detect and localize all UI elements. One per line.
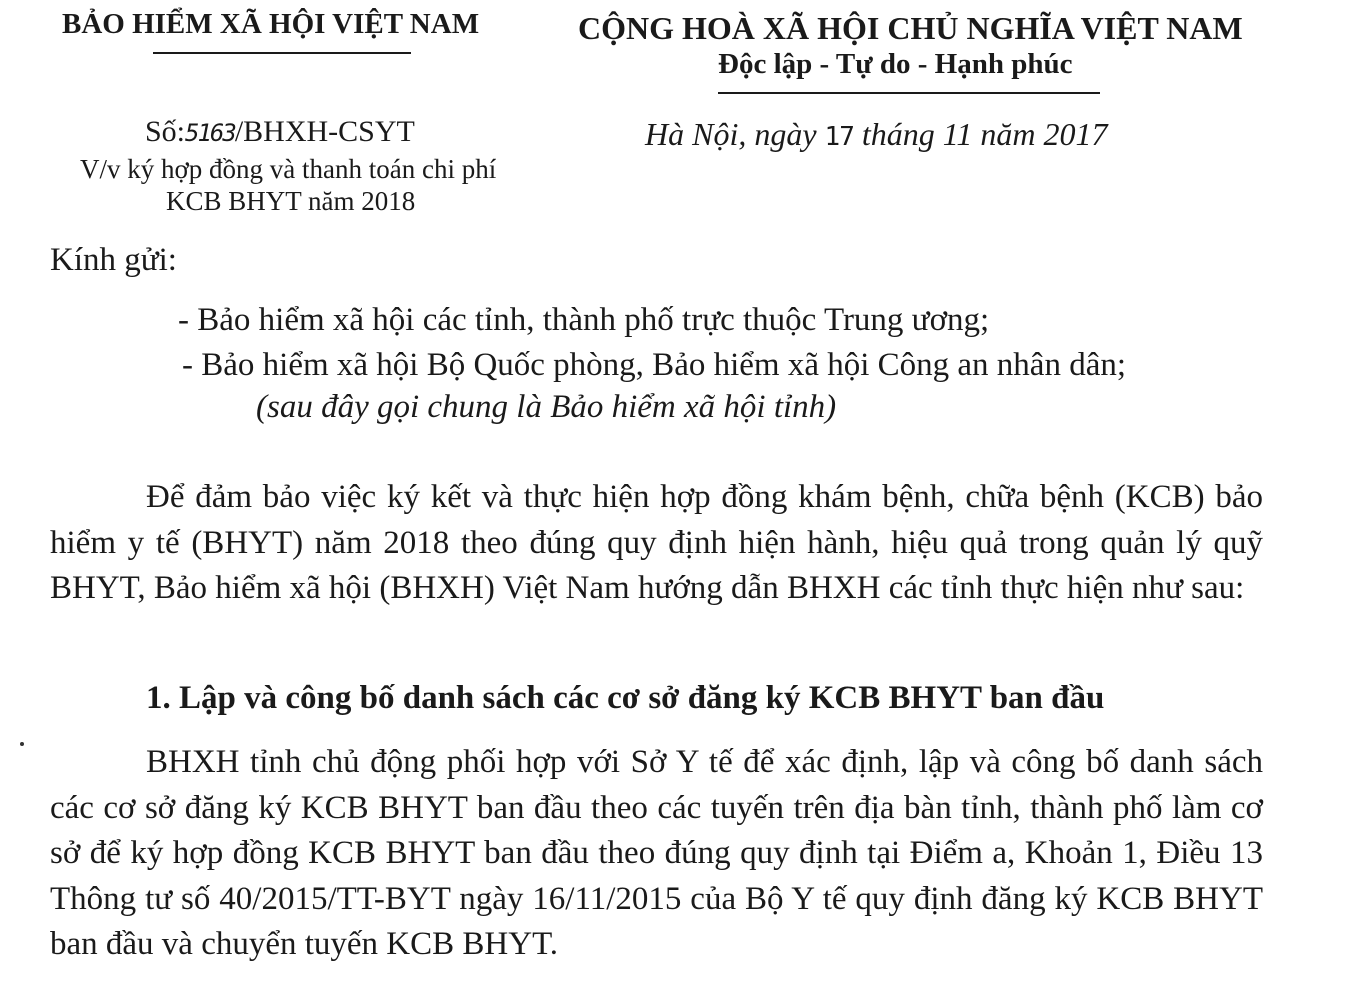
document-number-suffix: /BHXH-CSYT [234,115,415,148]
greeting: Kính gửi: [50,242,177,278]
intro-paragraph: Để đảm bảo việc ký kết và thực hiện hợp đồng khám bệnh, chữa bệnh (KCB) bảo hiểm y tế (BHYT) năm 2018 theo đúng quy định hiện hành, hiệu quả trong quản lý quỹ BHYT, Bảo hiểm xã hội (BHXH) Việt Nam hướng dẫn BHXH các tỉnh thực hiện như sau: [50,479,1263,606]
subject-line-1: V/v ký hợp đồng và thanh toán chi phí [80,154,497,184]
place-date-after-day: tháng 11 năm 2017 [853,116,1108,152]
national-title: CỘNG HOÀ XÃ HỘI CHỦ NGHĨA VIỆT NAM [578,10,1243,46]
document-number-prefix: Số: [145,115,186,148]
organization-underline [153,52,411,54]
section-1-heading: 1. Lập và công bố danh sách các cơ sở đăng ký KCB BHYT ban đầu [146,680,1105,716]
scan-speck [20,742,24,746]
place-date-handwritten-day: 17 [824,122,854,152]
place-date-before-day: Hà Nội, ngày [645,116,825,152]
recipient-1: - Bảo hiểm xã hội các tỉnh, thành phố trực thuộc Trung ương; [178,302,990,338]
section-1-paragraph: BHXH tỉnh chủ động phối hợp với Sở Y tế để xác định, lập và công bố danh sách các cơ sở đăng ký KCB BHYT ban đầu theo các tuyến trên địa bàn tỉnh, thành phố làm cơ sở để ký hợp đồng KCB BHYT ban đầu theo đúng quy định tại Điểm a, Khoản 1, Điều 13 Thông tư số 40/2015/TT-BYT ngày 16/11/2015 của Bộ Y tế quy định đăng ký KCB BHYT ban đầu và chuyển tuyến KCB BHYT. [50,744,1263,962]
document-number [145,115,415,149]
subject-line-2: KCB BHYT năm 2018 [166,186,416,216]
place-and-date [645,116,1107,153]
national-motto: Độc lập - Tự do - Hạnh phúc [718,48,1073,80]
issuing-organization: BẢO HIỂM XÃ HỘI VIỆT NAM [62,8,480,40]
motto-underline [718,92,1100,94]
document-number-handwritten: 5163 [185,119,235,147]
recipient-2: - Bảo hiểm xã hội Bộ Quốc phòng, Bảo hiểm xã hội Công an nhân dân; [182,347,1127,383]
recipients-note: (sau đây gọi chung là Bảo hiểm xã hội tỉnh) [256,389,837,425]
